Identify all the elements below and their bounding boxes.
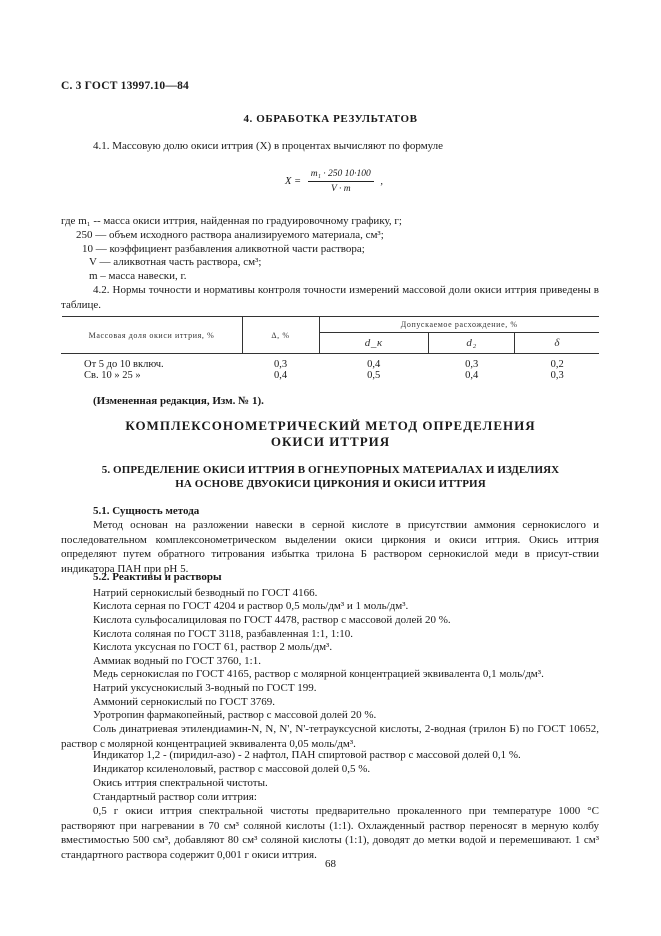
list-item: Индикатор 1,2 - (пиридил-азо) - 2 нафтол, ПАН спиртовой раствор с массовой долей 0,1 %. [93,749,521,761]
list-item: Окись иттрия спектральной чистоты. [93,777,268,789]
where-line-2: 250 — объем исходного раствора анализируемого материала, см³; [76,229,384,241]
standard-solution-text: 0,5 г окиси иттрия спектральной чистоты предварительно прокаленного при температуре 1000 °С растворяют при нагревании в 70 см³ соляной кислоты (1:1). Охлажденный раствор переносят в мерную колбу вместимостью 500 см³, добавляют 80 см³ соляной кислоты (1:1), доводят до метки водой и перемешивают. 1 см³ стандартного раствора содержит 0,001 г окиси иттрия. [61,805,599,861]
section-5-title-line-2: НА ОСНОВЕ ДВУОКИСИ ЦИРКОНИЯ И ОКИСИ ИТТРИЯ [175,478,486,490]
trilon-reagent: Соль динатриевая этилендиамин-N, N, N', N'-тетрауксусной кислоты, 2-водная (трилон Б) по ГОСТ 10652, раствор с молярной концентрацией эквивалента 0,05 моль/дм³. [61,723,599,750]
list-item: Кислота сульфосалициловая по ГОСТ 4478, раствор с массовой долей 20 %. [93,614,451,626]
formula-fraction [308,169,374,194]
table-subheader-d2: d₂ [428,333,514,354]
list-item: Аммоний сернокислый по ГОСТ 3769. [93,696,276,708]
table-cell-delta: 0,4 [242,370,319,381]
amendment-note: (Измененная редакция, Изм. № 1). [93,395,264,407]
list-item: Натрий сернокислый безводный по ГОСТ 4166. [93,587,318,599]
list-item: Кислота уксусная по ГОСТ 61, раствор 2 моль/дм³. [93,641,333,653]
where-line-4: V — аликвотная часть раствора, см³; [89,256,262,268]
method-title [0,418,661,450]
subsection-5-2-title: 5.2. Реактивы и растворы [93,571,222,583]
list-item: Стандартный раствор соли иттрия: [93,791,257,803]
table-cell-range: От 5 до 10 включ. [62,354,243,371]
where-line-5: m – масса навески, г. [89,270,187,282]
section-5-title-line-1: 5. ОПРЕДЕЛЕНИЕ ОКИСИ ИТТРИЯ В ОГНЕУПОРНЫХ МАТЕРИАЛАХ И ИЗДЕЛИЯХ [101,464,560,476]
subsection-5-1-title: 5.1. Сущность метода [93,505,200,517]
table-cell-dk: 0,4 [319,354,428,371]
table-header-mass-fraction: Массовая доля окиси иттрия, % [62,317,243,354]
table-cell-d2: 0,4 [428,370,514,381]
list-item: Медь сернокислая по ГОСТ 4165, раствор с молярной концентрацией эквивалента 0,1 моль/дм³. [93,668,544,680]
page-number: 68 [325,858,336,870]
formula-tail: , [380,175,384,187]
paragraph-4-1: 4.1. Массовую долю окиси иттрия (X) в процентах вычисляют по формуле [93,140,444,152]
table-header-delta: Δ, % [242,317,319,354]
table-row [62,354,600,371]
where-line-1: где m₁ -- масса окиси иттрия, найденная по градуировочному графику, г; [61,215,402,227]
subsection-5-1-text: Метод основан на разложении навески в серной кислоте в присутствии аммония сернокислого и последовательном комплексонометрическом выделении окиси циркония и окиси иттрия. Окись иттрия определяют путем обратного титрования избытка трилона Б раствором сернокислой меди в присут-ствии индикатора ПАН при pH 5. [61,519,599,575]
formula-lhs: X = [285,175,302,187]
list-item: Индикатор ксиленоловый, раствор с массовой долей 0,5 %. [93,763,371,775]
formula-numerator: m₁ · 250 10·100 [308,169,374,182]
list-item: Кислота соляная по ГОСТ 3118, разбавленная 1:1, 1:10. [93,628,354,640]
table-cell-range: Св. 10 » 25 » [62,370,243,381]
table-cell-dk: 0,5 [319,370,428,381]
list-item: Аммиак водный по ГОСТ 3760, 1:1. [93,655,261,667]
page-header: С. 3 ГОСТ 13997.10—84 [61,80,189,92]
table-subheader-sigma: δ [515,333,599,354]
table-header-allowed-difference: Допускаемое расхождение, % [319,317,599,333]
table-cell-sigma: 0,2 [515,354,599,371]
method-title-line-1: КОМПЛЕКСОНОМЕТРИЧЕСКИЙ МЕТОД ОПРЕДЕЛЕНИЯ [125,418,536,433]
section-4-title: 4. ОБРАБОТКА РЕЗУЛЬТАТОВ [243,113,418,125]
table-row [62,370,600,381]
table-cell-delta: 0,3 [242,354,319,371]
method-title-line-2: ОКИСИ ИТТРИЯ [270,434,391,449]
list-item: Уротропин фармакопейный, раствор с массовой долей 20 %. [93,709,377,721]
formula-denominator: V · m [330,184,351,194]
accuracy-table [61,316,599,381]
table-cell-sigma: 0,3 [515,370,599,381]
paragraph-4-2: 4.2. Нормы точности и нормативы контроля точности измерений массовой доли окиси иттрия приведены в таблице. [61,284,599,311]
where-line-3: 10 — коэффициент разбавления аликвотной части раствора; [82,243,365,255]
formula [285,169,383,194]
table-cell-d2: 0,3 [428,354,514,371]
list-item: Натрий уксуснокислый 3-водный по ГОСТ 199. [93,682,317,694]
list-item: Кислота серная по ГОСТ 4204 и раствор 0,5 моль/дм³ и 1 моль/дм³. [93,600,409,612]
section-5-title [0,463,661,491]
table-subheader-dk: d_к [319,333,428,354]
